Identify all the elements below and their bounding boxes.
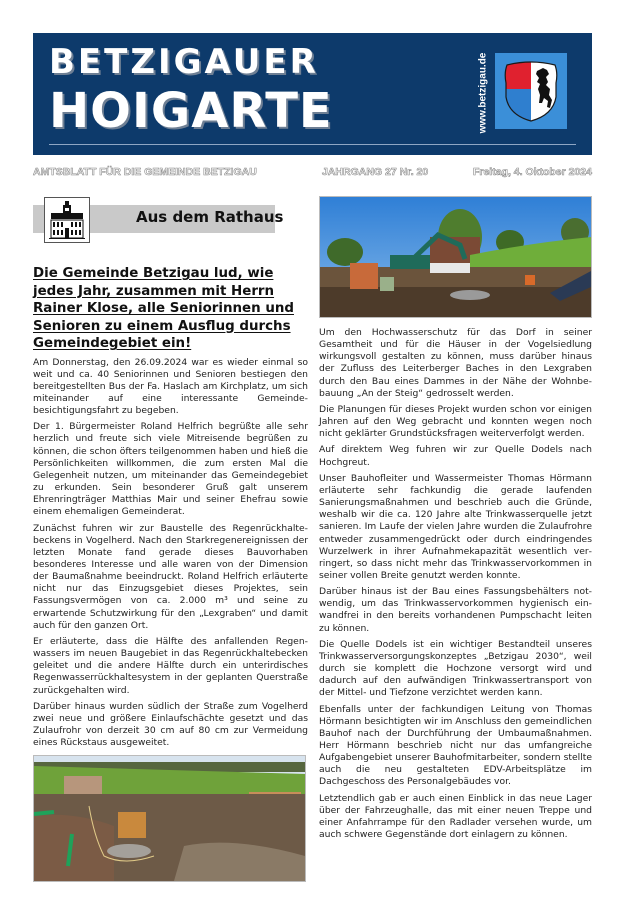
section-title: Aus dem Rathaus [136,208,284,226]
masthead-divider [49,144,576,145]
paragraph: Auf direktem Weg fuhren wir zur Quelle Dodels nach Hochgreut. [319,444,592,468]
paragraph: Um den Hochwasserschutz für das Dorf in seiner Gesamtheit und für die Häuser in der Vogelsiedlung wirkungsvoll gestalten zu können, muss darüber hinaus der Zufluss des Leiterberger Baches in den Lexgraben durch den Bau eines Dammes in der Nähe der Wohnbebauung „An der Steig“ gedrosselt werden. [319,327,592,399]
section-header [33,196,308,242]
construction-pit-photo [33,755,306,882]
paragraph: Die Planungen für dieses Projekt wurden schon vor einigen Jahren auf den Weg gebracht und konnten wegen noch nicht geklärter Grundstücksfragen weiterverfolgt werden. [319,403,592,440]
paragraph: Ebenfalls unter der fachkundigen Leitung von Thomas Hörmann besichtigten wir im Anschluss den gemeindlichen Bauhof nach der Durchführung der Umbaumaßnahmen. Herr Hörmann beschrieb nicht nur das umfangreiche Aufgabengebiet unserer Bauhofmitarbeiter, sondern stellte auch die neu gestalteten EDV-Arbeitsplätze im Dachgeschoss des Personalgebäudes vor. [319,703,592,788]
issue-number: JAHRGANG 27 Nr. 20 [322,166,429,178]
construction-site-excavator-photo [319,196,592,318]
masthead-title-line1: BETZIGAUER [49,42,319,82]
paragraph: Die Quelle Dodels ist ein wichtiger Bestandteil unseres Trinkwasserversorgungskonzeptes „Betzigau 2030“, weil durch sie komplett die Hochzone versorgt wird und dadurch auf den aufwändigen Trinkwassertransport von der Mittel- und Tiefzone verzichtet werden kann. [319,638,592,699]
paragraph: Darüber hinaus wurden südlich der Straße zum Vogelherd zwei neue und größere Einlaufschächte gesetzt und das Zulaufrohr von derzeit 30 cm auf 80 cm zur Vermeidung eines Rückstaus ausgeweitet. [33,700,308,749]
issue-date: Freitag, 4. Oktober 2024 [472,166,592,178]
coat-of-arms-icon [495,53,567,129]
publication-name: AMTSBLATT FÜR DIE GEMEINDE BETZIGAU [33,166,257,178]
left-column [33,196,308,882]
masthead-title-line2: HOIGARTE [49,83,333,139]
right-column [319,196,592,845]
article-column-left [33,357,308,750]
paragraph: Am Donnerstag, den 26.09.2024 war es wieder einmal so weit und ca. 40 Seniorinnen und Senioren bestiegen den bereitgestellten Bus der Fa. Haslach am Kirchplatz, um sich miteinander auf eine interessante Gemeindebesichtigungsfahrt zu begeben. [33,356,308,417]
town-hall-icon [44,197,90,243]
article-column-right [319,327,592,841]
paragraph: Er erläuterte, dass die Hälfte des anfallenden Regenwassers im neuen Baugebiet in das Regenrückhaltebecken geleitet und die andere Hälfte durch ein unterirdisches Regenwasserrückhaltesystem in der geplanten Querstraße zurückgehalten wird. [33,635,308,696]
paragraph: Der 1. Bürgermeister Roland Helfrich begrüßte alle sehr herzlich und freute sich viele Mitreisende begrüßen zu können, die schon öfters teilgenommen haben und hieß die Persönlichkeiten willkommen, die zum ersten Mal die Gelegenheit nutzen, um miteinander das Gemeindegebiet zu erkunden. Sein besonderer Gruß galt unserem Ehrenringträger Matthias Mair und seiner Ehefrau sowie einem ehemaligen Gemeinderat. [33,421,308,518]
paragraph: Letztendlich gab er auch einen Einblick in das neue Lager über der Fahrzeughalle, das mit einer neuen Treppe und einer Anfahrrampe für den Radlader versehen wurde, um auch schwere Gegenstände dort einlagern zu können. [319,792,592,841]
masthead [33,33,592,155]
article-headline: Die Gemeinde Betzigau lud, wie jedes Jahr, zusammen mit Herrn Rainer Klose, alle Seniorinnen und Senioren zu einem Ausflug durchs Gemeindegebiet ein! [33,266,294,351]
paragraph: Zunächst fuhren wir zur Baustelle des Regenrückhaltebeckens in Vogelherd. Nach den Starkregenereignissen der letzten Monate fand gerade dieses Bauvorhaben besonderes Interesse und alle waren von der Dimension der Baumaßnahme beeindruckt. Roland Helfrich erläuterte nicht nur das Einzugsgebiet dieses Projektes, sein Fassungsvermögen von ca. 2.000 m³ und seine zu erwartende Schutzwirkung für den „Lexgraben“ und damit auch für den ganzen Ort. [33,522,308,631]
website-text: www.betzigau.de [477,52,489,134]
paragraph: Unser Bauhofleiter und Wassermeister Thomas Hörmann erläuterte sehr fachkundig die gerade laufenden Sanierungsmaßnahmen und beschrieb auch die Gründe, weshalb wir die ca. 120 Jahre alte Trinkwasserquelle jetzt sanieren. Im Laufe der vielen Jahre wurden die Zulaufrohre entweder zusammengedrückt oder durch eindringendes Wurzelwerk in ihrer Aufnahmekapazität wesentlich verringert, so dass nicht mehr das Trinkwasservorkommen in seiner vollen Breite genutzt werden konnte. [319,472,592,581]
paragraph: Darüber hinaus ist der Bau eines Fassungsbehälters notwendig, um das Trinkwasservorkommen hygienisch einwandfrei in den bereits vorhandenen Pumpschacht leiten zu können. [319,586,592,634]
issue-info-bar [33,166,592,180]
website-label [476,53,490,133]
